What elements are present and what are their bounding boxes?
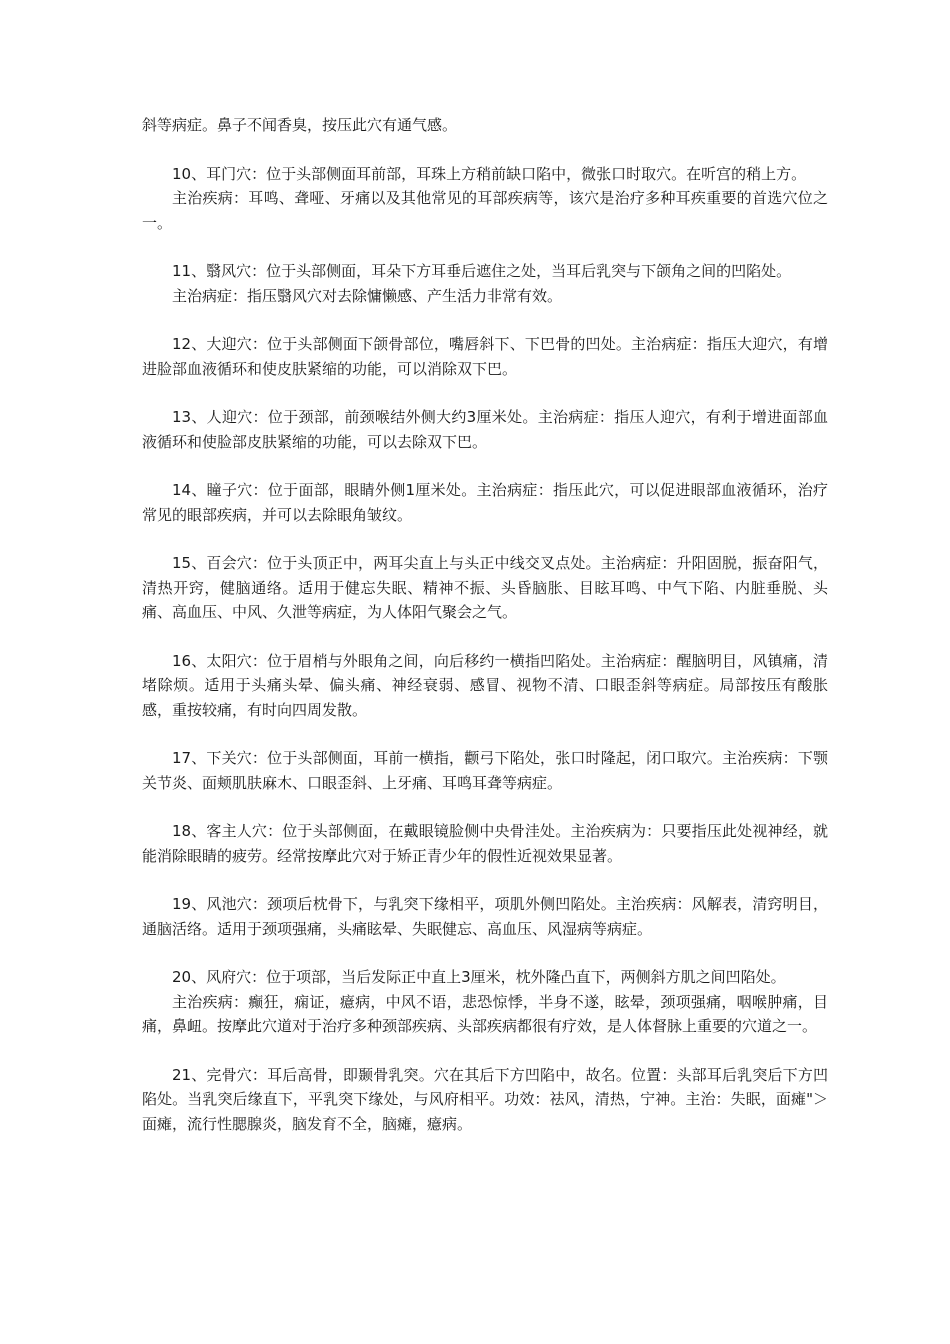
paragraph-acupoint-11-treatment: 主治病症：指压翳风穴对去除慵懒感、产生活力非常有效。 (172, 286, 563, 305)
paragraph-gap (142, 235, 828, 259)
paragraph-acupoint-18: 18、客主人穴：位于头部侧面，在戴眼镜脸侧中央骨洼处。主治疾病为：只要指压此处视神经，就能消除眼睛的疲劳。经常按摩此穴对于矫正青少年的假性近视效果显著。 (142, 822, 828, 865)
paragraph-gap (142, 625, 828, 649)
document-body (142, 113, 828, 1136)
paragraph-acupoint-15: 15、百会穴：位于头顶正中，两耳尖直上与头正中线交叉点处。主治病症：升阳固脱，振奋阳气，清热开窍，健脑通络。适用于健忘失眠、精神不振、头昏脑胀、目眩耳鸣、中气下陷、内脏垂脱、头痛、高血压、中风、久泄等病症，为人体阳气聚会之气。 (142, 554, 828, 621)
paragraph-gap (142, 454, 828, 478)
paragraph-acupoint-10-treatment: 主治疾病：耳鸣、聋哑、牙痛以及其他常见的耳部疾病等，该穴是治疗多种耳疾重要的首选穴位之一。 (142, 189, 828, 232)
paragraph-acupoint-14: 14、瞳子穴：位于面部，眼睛外侧1厘米处。主治病症：指压此穴，可以促进眼部血液循环，治疗常见的眼部疾病，并可以去除眼角皱纹。 (142, 481, 828, 524)
paragraph-gap (142, 138, 828, 162)
paragraph-acupoint-16: 16、太阳穴：位于眉梢与外眼角之间，向后移约一横指凹陷处。主治病症：醒脑明目，风镇痛，清堵除烦。适用于头痛头晕、偏头痛、神经衰弱、感冒、视物不清、口眼歪斜等病症。局部按压有酸胀感，重按较痛，有时向四周发散。 (142, 651, 828, 719)
paragraph-acupoint-21: 21、完骨穴：耳后高骨，即颞骨乳突。穴在其后下方凹陷中，故名。位置：头部耳后乳突后下方凹陷处。当乳突后缘直下，平乳突下缘处，与风府相平。功效：祛风，清热，宁神。主治：失眠，面瘫"＞面瘫，流行性腮腺炎，脑发育不全，脑瘫，癔病。 (142, 1065, 828, 1133)
paragraph-gap (142, 1039, 828, 1063)
paragraph-gap (142, 527, 828, 551)
paragraph-gap (142, 868, 828, 892)
paragraph-acupoint-11: 11、翳风穴：位于头部侧面，耳朵下方耳垂后遮住之处，当耳后乳突与下颌角之间的凹陷处。 (172, 262, 792, 280)
paragraph-acupoint-10: 10、耳门穴：位于头部侧面耳前部，耳珠上方稍前缺口陷中，微张口时取穴。在听宫的稍上方。 (172, 164, 807, 183)
paragraph-acupoint-19: 19、风池穴：颈项后枕骨下，与乳突下缘相平，项肌外侧凹陷处。主治疾病：风解表，清窍明目，通脑活络。适用于颈项强痛，头痛眩晕、失眠健忘、高血压、风湿病等病症。 (142, 895, 828, 938)
paragraph-acupoint-13: 13、人迎穴：位于颈部，前颈喉结外侧大约3厘米处。主治病症：指压人迎穴，有利于增进面部血液循环和使脸部皮肤紧缩的功能，可以去除双下巴。 (142, 408, 828, 451)
paragraph-acupoint-17: 17、下关穴：位于头部侧面，耳前一横指，颧弓下陷处，张口时隆起，闭口取穴。主治疾病：下颚关节炎、面颊肌肤麻木、口眼歪斜、上牙痛、耳鸣耳聋等病症。 (142, 749, 828, 792)
paragraph-gap (142, 308, 828, 332)
paragraph-gap (142, 381, 828, 405)
paragraph-gap (142, 722, 828, 746)
paragraph-continuation: 斜等病症。鼻子不闻香臭，按压此穴有通气感。 (142, 116, 458, 134)
paragraph-gap (142, 941, 828, 965)
paragraph-acupoint-20: 20、风府穴：位于项部，当后发际正中直上3厘米，枕外隆凸直下，两侧斜方肌之间凹陷处。 (172, 968, 786, 986)
paragraph-acupoint-20-treatment: 主治疾病：癫狂，痫证，癔病，中风不语，悲恐惊悸，半身不遂，眩晕，颈项强痛，咽喉肿痛，目痛，鼻衄。按摩此穴道对于治疗多种颈部疾病、头部疾病都很有疗效，是人体督脉上重要的穴道之一。 (142, 992, 828, 1035)
paragraph-gap (142, 795, 828, 819)
paragraph-acupoint-12: 12、大迎穴：位于头部侧面下颌骨部位，嘴唇斜下、下巴骨的凹处。主治病症：指压大迎穴，有增进脸部血液循环和使皮肤紧缩的功能，可以消除双下巴。 (142, 335, 828, 378)
